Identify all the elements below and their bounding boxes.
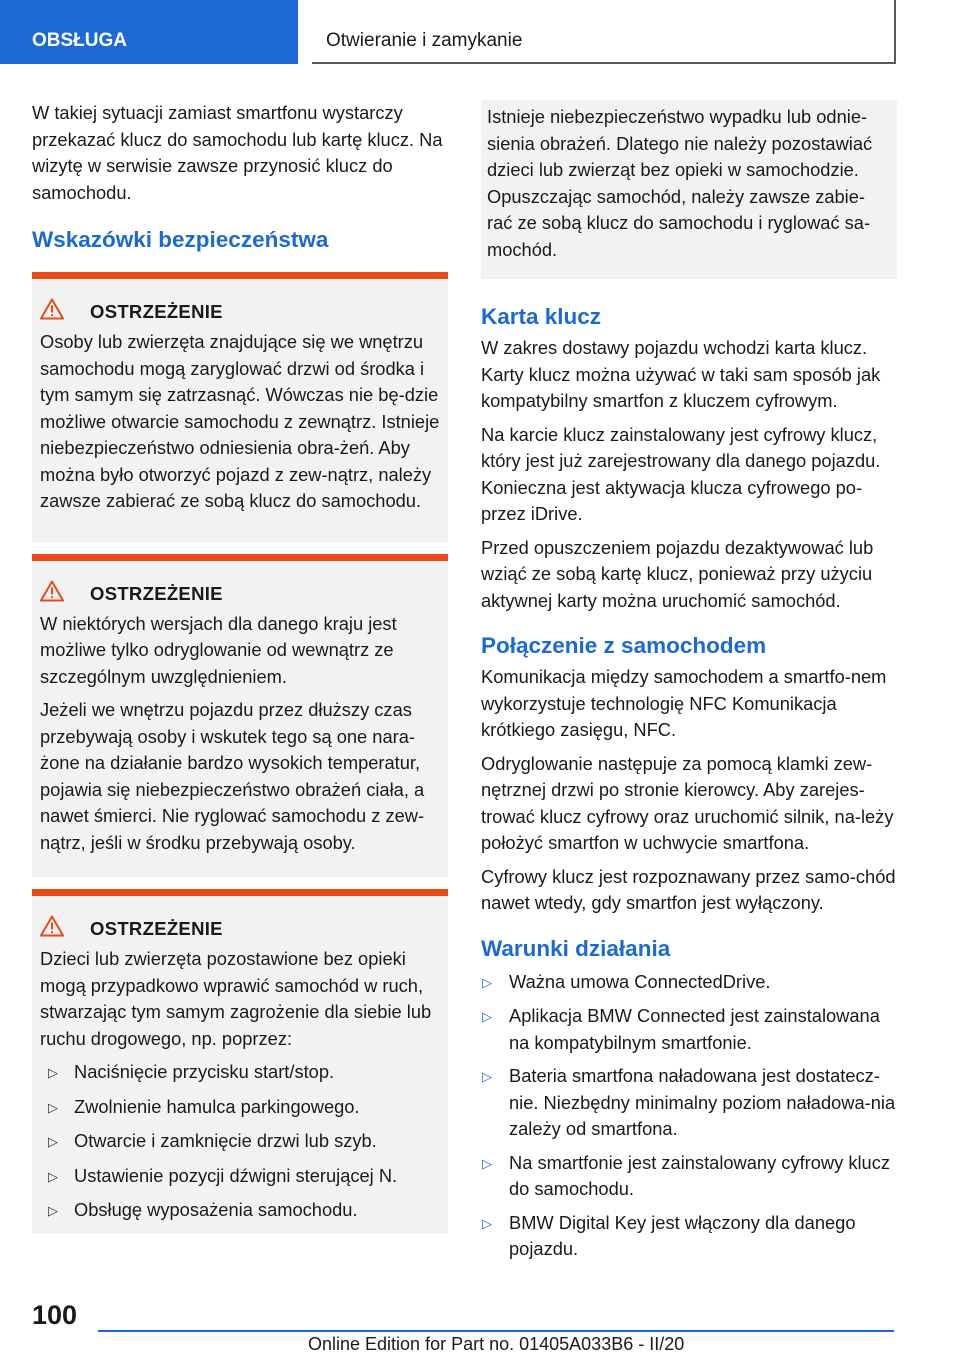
warning-continuation — [481, 100, 897, 279]
footer-edition: Online Edition for Part no. 01405A033B6 - II/20 — [308, 1334, 685, 1354]
conditions-heading: Warunki działania — [481, 935, 671, 961]
safety-heading: Wskazówki bezpieczeństwa — [32, 227, 329, 252]
list-item: ▷ Ustawienie pozycji dźwigni sterującej N. — [40, 1163, 440, 1191]
section-tab[interactable]: OBSŁUGA — [0, 0, 298, 64]
warning-list — [40, 1059, 440, 1225]
connection-paragraph-3: Cyfrowy klucz jest rozpoznawany przez samo-chód nawet wtedy, gdy smartfon jest wyłączony. — [481, 865, 896, 913]
warning-box-3 — [32, 889, 448, 1234]
triangle-right-icon: ▷ — [482, 974, 492, 990]
triangle-right-icon: ▷ — [482, 1069, 492, 1084]
list-item: ▷ Na smartfonie jest zainstalowany cyfrowy klucz do samochodu. — [481, 1150, 897, 1203]
list-item: ▷ Ważna umowa ConnectedDrive. — [481, 969, 897, 997]
connection-heading: Połączenie z samochodem — [481, 633, 767, 658]
warning-triangle-icon — [40, 580, 64, 602]
warning-text: W niektórych wersjach dla danego kraju jest możliwe tylko odryglowanie od wewnątrz ze szczególnym uwzględnieniem. — [40, 612, 397, 687]
list-item: ▷ Otwarcie i zamknięcie drzwi lub szyb. — [40, 1128, 440, 1156]
warning-text: Dzieci lub zwierzęta pozostawione bez opieki mogą przypadkowo wprawić samochód w ruch, stwarzając tym samym zagrożenie dla siebie lub ruchu drogowego, np. poprzez: — [40, 948, 432, 1049]
right-column — [481, 100, 897, 1270]
warning-text: Istnieje niebezpieczeństwo wypadku lub odnie-sienia obrażeń. Dlatego nie należy pozostawiać dzieci lub zwierząt bez opieki w samochodzie. Opuszczając samochód, należy zawsze zabie-rać ze sobą klucz do samochodu i ryglować sa-mochód. — [487, 106, 873, 260]
card-paragraph-3: Przed opuszczeniem pojazdu dezaktywować lub wziąć ze sobą kartę klucz, ponieważ przy użyciu aktywnej karty można uruchomić samochód. — [481, 536, 874, 611]
triangle-right-icon: ▷ — [482, 1155, 492, 1171]
connection-paragraph-2: Odryglowanie następuje za pomocą klamki zew-nętrznej drzwi po stronie kierowcy. Aby zarejes-trować klucz cyfrowy oraz uruchomić silnik, na-leży położyć smartfon w uchwycie smartfona. — [481, 752, 894, 853]
page-number: 100 — [32, 1300, 78, 1330]
card-paragraph-2: Na karcie klucz zainstalowany jest cyfrowy klucz, który jest już zarejestrowany dla danego pojazdu. Konieczna jest aktywacja klucza cyfrowego po-przez iDrive. — [481, 423, 881, 524]
triangle-right-icon: ▷ — [482, 1215, 492, 1231]
list-item: ▷ Zwolnienie hamulca parkingowego. — [40, 1094, 440, 1122]
list-item: ▷ Naciśnięcie przycisku start/stop. — [40, 1059, 440, 1087]
triangle-right-icon: ▷ — [482, 1009, 492, 1024]
list-item: ▷ Aplikacja BMW Connected jest zainstalowana na kompatybilnym smartfonie. — [481, 1003, 897, 1056]
warning-triangle-icon — [40, 298, 64, 320]
warning-title: OSTRZEŻENIE — [90, 582, 223, 604]
warning-title: OSTRZEŻENIE — [90, 301, 223, 322]
card-key-heading: Karta klucz — [481, 304, 602, 329]
intro-paragraph: W takiej sytuacji zamiast smartfonu wystarczy przekazać klucz do samochodu lub kartę klucz. Na wizytę w serwisie zawsze przynosić klucz do samochodu. — [32, 102, 443, 203]
warning-text: Osoby lub zwierzęta znajdujące się we wnętrzu samochodu mogą zaryglować drzwi od środka i tym samym się zatrzasnąć. Wówczas nie bę-dzie możliwe otwarcie samochodu z zewnątrz. Istnieje niebezpieczeństwo odniesienia obra-żeń. Aby można było otworzyć pojazd z zew-nątrz, należy zawsze zabierać ze sobą klucz do samochodu. — [40, 331, 440, 511]
triangle-right-icon: ▷ — [48, 1099, 58, 1115]
list-item: ▷ Obsługę wyposażenia samochodu. — [40, 1197, 440, 1225]
footer-divider — [98, 1330, 894, 1332]
warning-text: Jeżeli we wnętrzu pojazdu przez dłuższy czas przebywają osoby i wskutek tego są one nara-żone na działanie bardzo wysokich temperatur, pojawia się niebezpieczeństwo obrażeń ciała, a nawet śmierci. Nie ryglować samochodu z zew-nątrz, jeśli w środku przebywają osoby. — [40, 699, 425, 853]
card-paragraph-1: W zakres dostawy pojazdu wchodzi karta klucz. Karty klucz można używać w taki sam sposób jak kompatybilny smartfon z kluczem cyfrowym. — [481, 337, 881, 411]
triangle-right-icon: ▷ — [48, 1134, 58, 1149]
triangle-right-icon: ▷ — [48, 1065, 58, 1080]
warning-box-2 — [32, 554, 448, 878]
conditions-list — [481, 969, 897, 1263]
chapter-title: Otwieranie i zamykanie — [312, 0, 896, 64]
triangle-right-icon: ▷ — [48, 1168, 58, 1184]
left-column — [32, 100, 448, 1234]
warning-box-1 — [32, 272, 448, 542]
list-item: ▷ Bateria smartfona naładowana jest dostatecz-nie. Niezbędny minimalny poziom naładowa-nia zależy od smartfona. — [481, 1063, 897, 1143]
connection-paragraph-1: Komunikacja między samochodem a smartfo-nem wykorzystuje technologię NFC Komunikacja krótkiego zasięgu, NFC. — [481, 666, 887, 740]
warning-title: OSTRZEŻENIE — [90, 918, 223, 939]
warning-triangle-icon — [40, 915, 64, 937]
triangle-right-icon: ▷ — [48, 1203, 58, 1218]
list-item: ▷ BMW Digital Key jest włączony dla danego pojazdu. — [481, 1210, 897, 1263]
